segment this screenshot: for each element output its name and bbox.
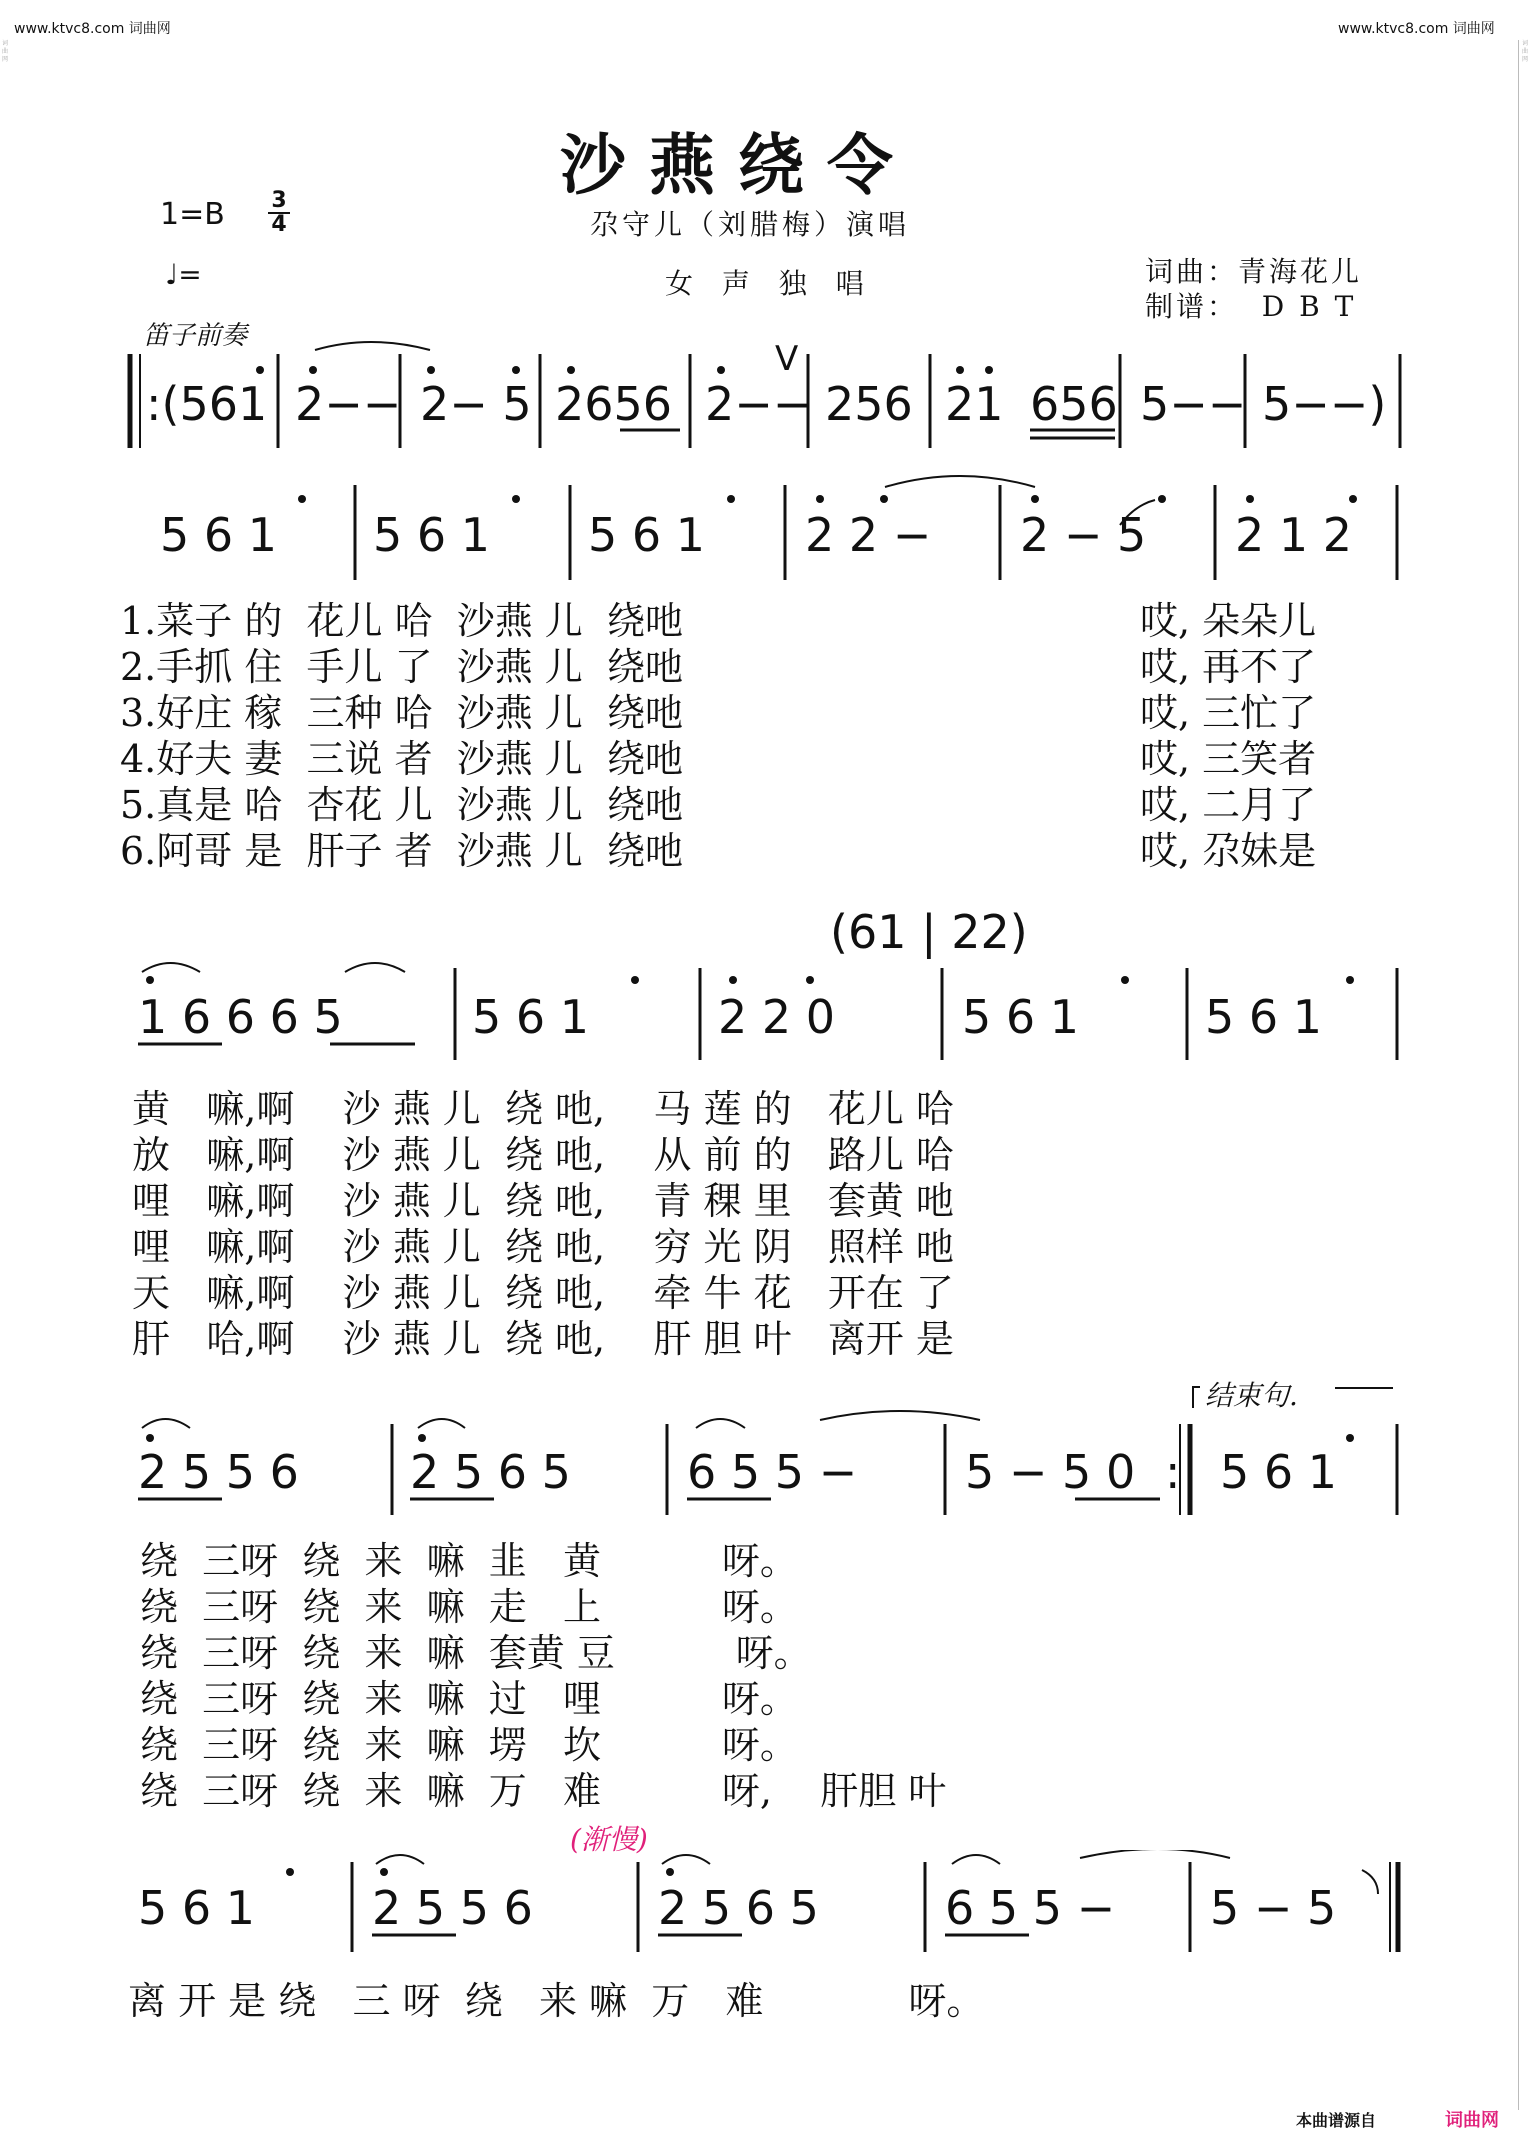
svg-text::(561: :(561 <box>146 377 268 431</box>
ritardando-label: (渐慢) <box>570 1823 648 1856</box>
verse-c-6: 绕 三呀 绕 来 嘛 万 难 呀, 肝胆 叶 <box>140 1769 947 1813</box>
ending-bracket <box>1192 1386 1200 1408</box>
song-title: 沙 燕 绕 令 <box>560 126 893 204</box>
prelude-label: 笛子前奏 <box>143 321 248 351</box>
svg-text:5 6 1: 5 6 1 <box>962 990 1080 1044</box>
verse-b-6: 肝 哈,啊 沙 燕 儿 绕 吔, 肝 胆 叶 离开 是 <box>132 1317 954 1361</box>
verse-c-5: 绕 三呀 绕 来 嘛 塄 坎 呀。 <box>140 1723 798 1767</box>
verse-a-4-right: 哎, 三笑者 <box>1140 737 1317 781</box>
credit-lyrics-music: 词曲：青海花儿 <box>1145 255 1363 288</box>
time-signature <box>268 190 290 236</box>
verse-c-1: 绕 三呀 绕 来 嘛 韭 黄 呀。 <box>140 1539 798 1583</box>
svg-text:2 2 −: 2 2 − <box>805 508 932 562</box>
svg-text:2−−: 2−− <box>705 377 812 431</box>
ending-line <box>1335 1387 1393 1389</box>
footer-source: 本曲谱源自 <box>1296 2111 1377 2130</box>
verse-a-5-right: 哎, 二月了 <box>1140 783 1317 827</box>
svg-text:5 6 1: 5 6 1 <box>1220 1445 1338 1499</box>
site-url-right[interactable]: www.ktvc8.com 词曲网 <box>1338 21 1495 37</box>
svg-text:5 6 1: 5 6 1 <box>160 508 278 562</box>
verse-a-6-left: 6.阿哥 是 肝子 者 沙燕 儿 绕吔 <box>120 829 683 873</box>
verse-a-4-left: 4.好夫 妻 三说 者 沙燕 儿 绕吔 <box>120 737 683 781</box>
svg-text::: : <box>1165 1445 1181 1499</box>
verse-a-1-right: 哎, 朵朵儿 <box>1140 599 1317 643</box>
svg-text:5 6 1: 5 6 1 <box>1205 990 1323 1044</box>
svg-text:2656: 2656 <box>555 377 673 431</box>
svg-text:2 5 5 6: 2 5 5 6 <box>138 1445 299 1499</box>
svg-text:5 − 5: 5 − 5 <box>1210 1881 1337 1935</box>
verse-b-5: 天 嘛,啊 沙 燕 儿 绕 吔, 牵 牛 花 开在 了 <box>132 1271 954 1315</box>
svg-text:5 − 5 0: 5 − 5 0 <box>965 1445 1136 1499</box>
svg-text:5 6 1: 5 6 1 <box>138 1881 256 1935</box>
svg-text:5−−: 5−− <box>1140 377 1247 431</box>
verse-final: 离 开 是 绕 三 呀 绕 来 嘛 万 难 呀。 <box>128 1979 985 2023</box>
svg-text:2−−: 2−− <box>295 377 402 431</box>
verse-c-4: 绕 三呀 绕 来 嘛 过 哩 呀。 <box>140 1677 798 1721</box>
verse-a-2-left: 2.手抓 住 手儿 了 沙燕 儿 绕吔 <box>120 645 683 689</box>
svg-text:2− 5: 2− 5 <box>420 377 532 431</box>
svg-text:2 5 5 6: 2 5 5 6 <box>372 1881 533 1935</box>
score-line-4 <box>0 1410 1537 1520</box>
svg-text:2 5 6 5: 2 5 6 5 <box>410 1445 571 1499</box>
verse-c-3: 绕 三呀 绕 来 嘛 套黄 豆 呀。 <box>140 1631 812 1675</box>
verse-a-1-left: 1.菜子 的 花儿 哈 沙燕 儿 绕吔 <box>120 599 683 643</box>
interlude-notes: (61 | 22) <box>830 905 1028 959</box>
svg-text:656: 656 <box>1030 377 1118 431</box>
verse-a-6-right: 哎, 尕妹是 <box>1140 829 1317 873</box>
svg-text:1 6 6 6 5: 1 6 6 6 5 <box>138 990 343 1044</box>
svg-text:5 6 1: 5 6 1 <box>588 508 706 562</box>
key-signature: 1=B <box>160 197 225 232</box>
verse-b-1: 黄 嘛,啊 沙 燕 儿 绕 吔, 马 莲 的 花儿 哈 <box>132 1087 954 1131</box>
score-line-1 <box>0 340 1537 470</box>
side-watermark-left: 词曲网 <box>2 40 9 63</box>
score-line-5 <box>0 1850 1537 1960</box>
svg-text:5−−): 5−−) <box>1262 377 1387 431</box>
svg-text:6 5 5 −: 6 5 5 − <box>945 1881 1116 1935</box>
time-sig-bottom: 4 <box>271 212 287 237</box>
verse-c-2: 绕 三呀 绕 来 嘛 走 上 呀。 <box>140 1585 798 1629</box>
side-watermark-right: 词曲网 <box>1522 40 1529 63</box>
verse-a-3-right: 哎, 三忙了 <box>1140 691 1317 735</box>
verse-a-2-right: 哎, 再不了 <box>1140 645 1317 689</box>
time-sig-top: 3 <box>271 188 287 213</box>
performance-style: 女 声 独 唱 <box>665 267 874 300</box>
verse-a-5-left: 5.真是 哈 杏花 儿 沙燕 儿 绕吔 <box>120 783 683 827</box>
svg-text:6 5 5 −: 6 5 5 − <box>687 1445 858 1499</box>
svg-text:2 2 0: 2 2 0 <box>718 990 836 1044</box>
verse-b-3: 哩 嘛,啊 沙 燕 儿 绕 吔, 青 稞 里 套黄 吔 <box>132 1179 954 1223</box>
credit-engraver: 制谱： D B T <box>1145 290 1357 323</box>
score-line-2 <box>0 475 1537 585</box>
verse-b-2: 放 嘛,啊 沙 燕 儿 绕 吔, 从 前 的 路儿 哈 <box>132 1133 954 1177</box>
performer: 尕守儿（刘腊梅）演唱 <box>590 208 911 241</box>
svg-text:2 5 6 5: 2 5 6 5 <box>658 1881 819 1935</box>
score-line-3 <box>0 960 1537 1070</box>
tempo-mark: ♩= <box>165 258 202 291</box>
ending-label: 结束句. <box>1205 1379 1298 1412</box>
svg-text:256: 256 <box>825 377 913 431</box>
footer-brand[interactable]: 词曲网 <box>1445 2110 1499 2131</box>
svg-text:5 6 1: 5 6 1 <box>472 990 590 1044</box>
site-url-left[interactable]: www.ktvc8.com 词曲网 <box>14 21 171 37</box>
svg-text:21: 21 <box>945 377 1004 431</box>
verse-b-4: 哩 嘛,啊 沙 燕 儿 绕 吔, 穷 光 阴 照样 吔 <box>132 1225 954 1269</box>
svg-text:2 − 5: 2 − 5 <box>1020 508 1147 562</box>
svg-text:5 6 1: 5 6 1 <box>373 508 491 562</box>
svg-text:V: V <box>775 340 799 379</box>
svg-text:2 1 2: 2 1 2 <box>1235 508 1353 562</box>
verse-a-3-left: 3.好庄 稼 三种 哈 沙燕 儿 绕吔 <box>120 691 683 735</box>
